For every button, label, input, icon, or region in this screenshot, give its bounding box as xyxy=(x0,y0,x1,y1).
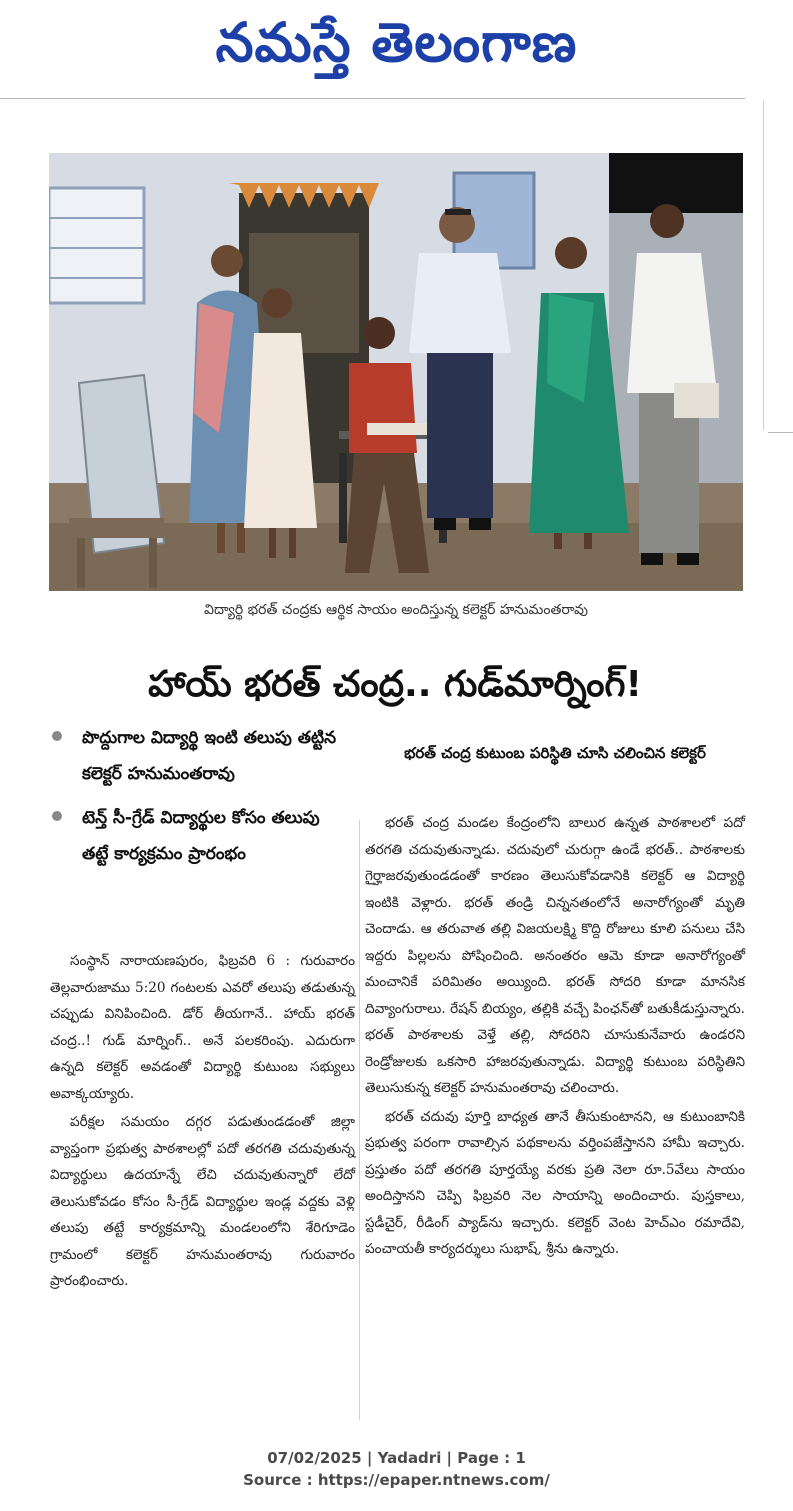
body-paragraph: సంస్థాన్ నారాయణపురం, ఫిబ్రవరి 6 : గురువారం తెల్లవారుజాము 5:20 గంటలకు ఎవరో తలుపు తడుతున్న చప్పుడు వినిపించింది. డోర్ తీయగానే.. హాయ్ భరత్ చంద్ర..! గుడ్ మార్నింగ్.. అనే పలకరింపు. ఎదురుగా ఉన్నది కలెక్టర్ అవడంతో విద్యార్థి కుటుంబ సభ్యులు అవాక్కయ్యారు. xyxy=(50,953,355,1102)
highlight-item xyxy=(50,800,350,872)
highlight-text: పొద్దుగాల విద్యార్థి ఇంటి తలుపు తట్టిన కలెక్టర్ హనుమంతరావు xyxy=(82,728,337,784)
article-photo xyxy=(49,153,743,591)
bullet-icon xyxy=(52,811,62,821)
column-rule-tick xyxy=(768,432,793,433)
masthead xyxy=(0,0,793,90)
newspaper-logo: నమస్తే తెలంగాణ xyxy=(215,11,578,74)
edition-info: 07/02/2025 | Yadadri | Page : 1 xyxy=(267,1449,526,1467)
source-link[interactable]: Source : https://epaper.ntnews.com/ xyxy=(243,1471,550,1489)
subheadline: భరత్ చంద్ర కుటుంబ పరిస్థితి చూసి చలించిన కలెక్టర్ xyxy=(404,744,706,762)
highlight-item xyxy=(50,720,350,792)
column-rule xyxy=(763,100,764,430)
column-divider xyxy=(359,820,360,1420)
highlights xyxy=(50,720,350,880)
highlight-text: టెన్త్ సీ-గ్రేడ్ విద్యార్థుల కోసం తలుపు తట్టే కార్యక్రమం ప్రారంభం xyxy=(82,808,320,864)
masthead-rule xyxy=(0,98,745,99)
article-body-left xyxy=(50,948,355,1295)
body-paragraph: భరత్ చదువు పూర్తి బాధ్యత తానే తీసుకుంటానని, ఆ కుటుంబానికి ప్రభుత్వ పరంగా రావాల్సిన పథకాలను వర్తింపజేస్తానని హామీ ఇచ్చారు. ప్రస్తుతం పదో తరగతి పూర్తయ్యే వరకు ప్రతి నెలా రూ.5వేలు సాయం అందిస్తానని చెప్పి ఫిబ్రవరి నెల సాయాన్ని అందించారు. పుస్తకాలు, స్టడీచైర్, రీడింగ్ ప్యాడ్‌ను ఇచ్చారు. కలెక్టర్ వెంట హెచ్‌ఎం రమాదేవి, పంచాయతీ కార్యదర్శులు సుభాష్, శ్రీను ఉన్నారు. xyxy=(365,1108,745,1257)
article-body-right xyxy=(365,810,745,1263)
body-paragraph: భరత్ చంద్ర మండల కేంద్రంలోని బాలుర ఉన్నత పాఠశాలలో పదో తరగతి చదువుతున్నాడు. చదువులో చురుగ్గా ఉండే భరత్.. పాఠశాలకు గైర్హాజరవుతుండడంతో కారణం తెలుసుకోవడానికి కలెక్టర్ ఆ విద్యార్థి ఇంటికి వెళ్లారు. భరత్ తండ్రి చిన్ననతంలోనే అనారోగ్యంతో మృతి చెందాడు. ఆ తరువాత తల్లి విజయలక్ష్మి కొద్ది రోజులు కూలి పనులు చేసి ఇద్దరు పిల్లలను పోషించింది. అనంతరం ఆమె కూడా అనారోగ్యంతో మంచానికే పరిమితం అయ్యింది. భరత్ సోదరి కూడా మానసిక దివ్యాంగురాలు. రేషన్ బియ్యం, తల్లికి వచ్చే పింఛన్‌తో బతుకీడుస్తున్నారు. భరత్ పాఠశాలకు వెళ్తే తల్లి, సోదరిని చూసుకునేవారు ఉండరని రెండ్రోజులకు ఒకసారి హాజరవుతున్నాడు. విద్యార్థి కుటుంబ పరిస్థితిని తెలుసుకున్న కలెక్టర్ హనుమంతరావు చలించారు. xyxy=(365,815,745,1096)
page-footer xyxy=(0,1447,793,1491)
bullet-icon xyxy=(52,731,62,741)
headline: హాయ్ భరత్ చంద్ర.. గుడ్‌మార్నింగ్! xyxy=(148,664,642,705)
photo-caption: విద్యార్థి భరత్ చంద్రకు ఆర్థిక సాయం అందిస్తున్న కలెక్టర్ హనుమంతరావు xyxy=(203,602,588,618)
body-paragraph: పరీక్షల సమయం దగ్గర పడుతుండడంతో జిల్లా వ్యాప్తంగా ప్రభుత్వ పాఠశాలల్లో పదో తరగతి చదువుతున్న విద్యార్థులు ఉదయాన్నే లేచి చదువుతున్నారో లేదో తెలుసుకోవడం కోసం సీ-గ్రేడ్ విద్యార్థుల ఇండ్ల వద్దకు వెళ్లి తలుపు తట్టే కార్యక్రమాన్ని మండలంలోని శేరిగూడెం గ్రామంలో కలెక్టర్ హనుమంతరావు గురువారం ప్రారంభించారు. xyxy=(50,1114,355,1289)
